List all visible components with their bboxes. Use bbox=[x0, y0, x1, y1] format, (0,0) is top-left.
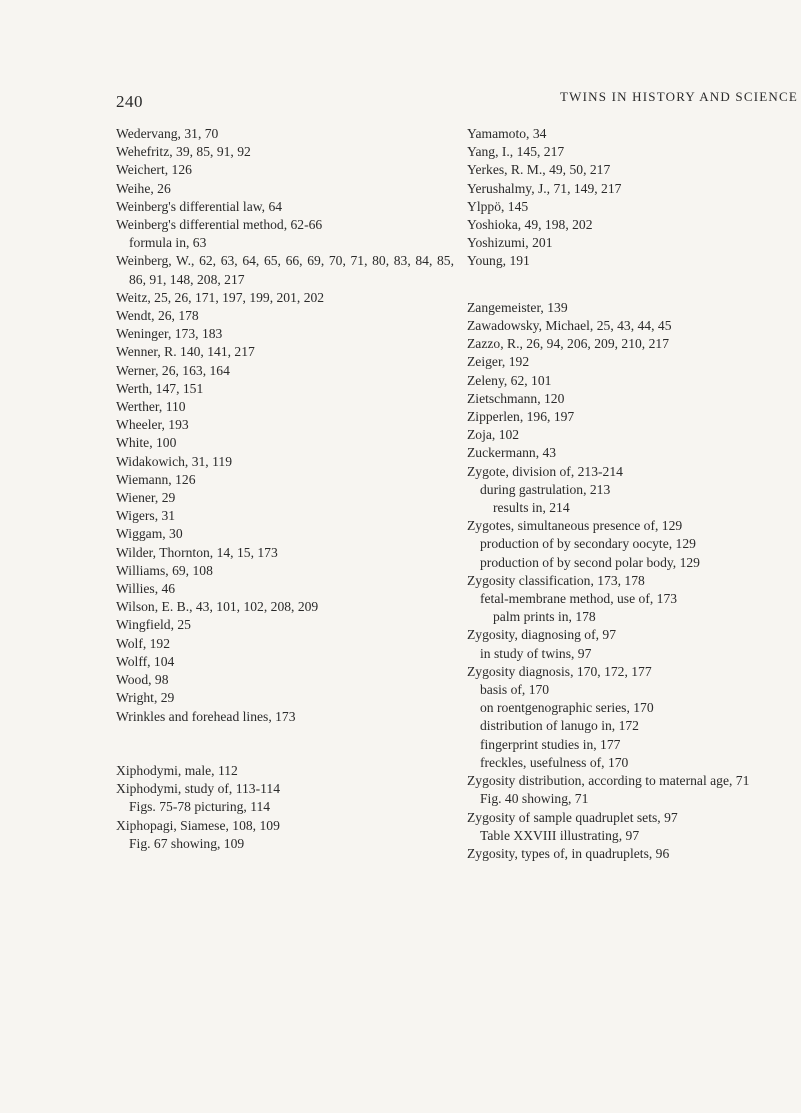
index-subentry: production of by secondary oocyte, 129 bbox=[480, 536, 696, 552]
index-entry: Wedervang, 31, 70 bbox=[116, 126, 219, 141]
index-entry: Willies, 46 bbox=[116, 581, 176, 597]
index-entry: Yoshizumi, 201 bbox=[467, 235, 553, 251]
index-entry: Xiphodymi, male, 112 bbox=[116, 763, 238, 779]
index-entry: Wrinkles and forehead lines, 173 bbox=[116, 708, 296, 724]
index-entry: Zawadowsky, Michael, 25, 43, 44, 45 bbox=[467, 318, 672, 334]
index-entry: Zeiger, 192 bbox=[467, 354, 530, 370]
index-entry: Zygosity distribution, according to maternal age, 71 bbox=[467, 773, 750, 789]
index-subentry: freckles, usefulness of, 170 bbox=[480, 754, 629, 770]
index-subentry: in study of twins, 97 bbox=[480, 645, 592, 661]
index-entry: Widakowich, 31, 119 bbox=[116, 453, 232, 469]
index-subentry: Figs. 75-78 picturing, 114 bbox=[129, 799, 271, 815]
index-subentry: palm prints in, 178 bbox=[493, 609, 596, 625]
index-subentry: Fig. 67 showing, 109 bbox=[129, 835, 245, 851]
index-subentry: production of by second polar body, 129 bbox=[480, 554, 700, 570]
index-entry: Weinberg's differential law, 64 bbox=[116, 198, 283, 214]
index-entry: Wheeler, 193 bbox=[116, 417, 189, 433]
index-subentry: fingerprint studies in, 177 bbox=[480, 736, 621, 752]
index-entry: Ylppö, 145 bbox=[467, 198, 529, 214]
letter-gap bbox=[467, 289, 797, 299]
letter-gap bbox=[116, 744, 456, 762]
index-entry: Wigers, 31 bbox=[116, 508, 176, 524]
index-entry: Werth, 147, 151 bbox=[116, 380, 204, 396]
index-subentry: on roentgenographic series, 170 bbox=[480, 700, 654, 716]
index-entry: Wilson, E. B., 43, 101, 102, 208, 209 bbox=[116, 599, 319, 615]
index-entry: Wolf, 192 bbox=[116, 635, 171, 651]
index-entry: Zygosity classification, 173, 178 bbox=[467, 572, 645, 588]
index-entry: Wiemann, 126 bbox=[116, 471, 196, 487]
index-entry: Werner, 26, 163, 164 bbox=[116, 362, 230, 378]
index-entry: Zygote, division of, 213-214 bbox=[467, 463, 623, 479]
index-column-right bbox=[467, 125, 797, 863]
index-entry: Werther, 110 bbox=[116, 399, 186, 415]
index-subentry: formula in, 63 bbox=[129, 235, 207, 251]
index-entry: Zygosity of sample quadruplet sets, 97 bbox=[467, 809, 678, 825]
index-entry: Yerushalmy, J., 71, 149, 217 bbox=[467, 180, 622, 196]
index-entry: Zygosity, types of, in quadruplets, 96 bbox=[467, 845, 670, 861]
index-entry: Zuckermann, 43 bbox=[467, 445, 557, 461]
index-entry: Wiener, 29 bbox=[116, 490, 176, 506]
index-column-left bbox=[116, 125, 456, 853]
index-entry: Yoshioka, 49, 198, 202 bbox=[467, 217, 593, 233]
letter-gap bbox=[467, 271, 797, 289]
index-entry: Wood, 98 bbox=[116, 672, 169, 688]
index-entry: Zangemeister, 139 bbox=[467, 299, 568, 315]
index-entry: Zygosity diagnosis, 170, 172, 177 bbox=[467, 663, 652, 679]
index-subentry: Table XXVIII illustrating, 97 bbox=[480, 827, 640, 843]
index-entry: Weichert, 126 bbox=[116, 162, 192, 178]
index-entry: Wilder, Thornton, 14, 15, 173 bbox=[116, 544, 278, 560]
index-entry: White, 100 bbox=[116, 435, 177, 451]
index-subentry: fetal-membrane method, use of, 173 bbox=[480, 591, 678, 607]
index-entry: Zeleny, 62, 101 bbox=[467, 372, 552, 388]
index-entry: Young, 191 bbox=[467, 253, 530, 269]
index-entry: Wiggam, 30 bbox=[116, 526, 183, 542]
index-entry: Xiphodymi, study of, 113-114 bbox=[116, 781, 281, 797]
index-entry: Weinberg's differential method, 62-66 bbox=[116, 217, 323, 233]
index-entry: Weninger, 173, 183 bbox=[116, 326, 223, 342]
index-entry: Wolff, 104 bbox=[116, 653, 175, 669]
running-head: TWINS IN HISTORY AND SCIENCE bbox=[560, 89, 798, 104]
index-entry: Yang, I., 145, 217 bbox=[467, 144, 565, 160]
index-subentry: basis of, 170 bbox=[480, 682, 550, 698]
index-subentry: Fig. 40 showing, 71 bbox=[480, 791, 589, 807]
index-entry: Zygotes, simultaneous presence of, 129 bbox=[467, 518, 683, 534]
index-entry: Wright, 29 bbox=[116, 690, 175, 706]
index-entry: Weihe, 26 bbox=[116, 180, 171, 196]
index-entry: Zietschmann, 120 bbox=[467, 390, 565, 406]
letter-gap bbox=[116, 726, 456, 744]
index-entry: Wingfield, 25 bbox=[116, 617, 191, 633]
index-entry: Yamamoto, 34 bbox=[467, 126, 547, 141]
index-subentry: distribution of lanugo in, 172 bbox=[480, 718, 639, 734]
index-subentry: results in, 214 bbox=[493, 500, 570, 516]
index-entry: Weitz, 25, 26, 171, 197, 199, 201, 202 bbox=[116, 289, 325, 305]
index-entry: Zipperlen, 196, 197 bbox=[467, 409, 575, 425]
index-entry: Weinberg, W., 62, 63, 64, 65, 66, 69, 70, 71, 80, 83, 84, 85, 86, 91, 148, 208, 217 bbox=[116, 253, 454, 287]
index-entry: Zygosity, diagnosing of, 97 bbox=[467, 627, 617, 643]
index-entry: Zoja, 102 bbox=[467, 427, 520, 443]
page-number: 240 bbox=[116, 92, 143, 111]
index-entry: Wenner, R. 140, 141, 217 bbox=[116, 344, 255, 360]
index-entry: Yerkes, R. M., 49, 50, 217 bbox=[467, 162, 611, 178]
index-entry: Zazzo, R., 26, 94, 206, 209, 210, 217 bbox=[467, 336, 669, 352]
index-entry: Williams, 69, 108 bbox=[116, 562, 213, 578]
index-entry: Xiphopagi, Siamese, 108, 109 bbox=[116, 817, 280, 833]
index-subentry: during gastrulation, 213 bbox=[480, 481, 611, 497]
index-entry: Wendt, 26, 178 bbox=[116, 308, 199, 324]
index-entry: Wehefritz, 39, 85, 91, 92 bbox=[116, 144, 251, 160]
